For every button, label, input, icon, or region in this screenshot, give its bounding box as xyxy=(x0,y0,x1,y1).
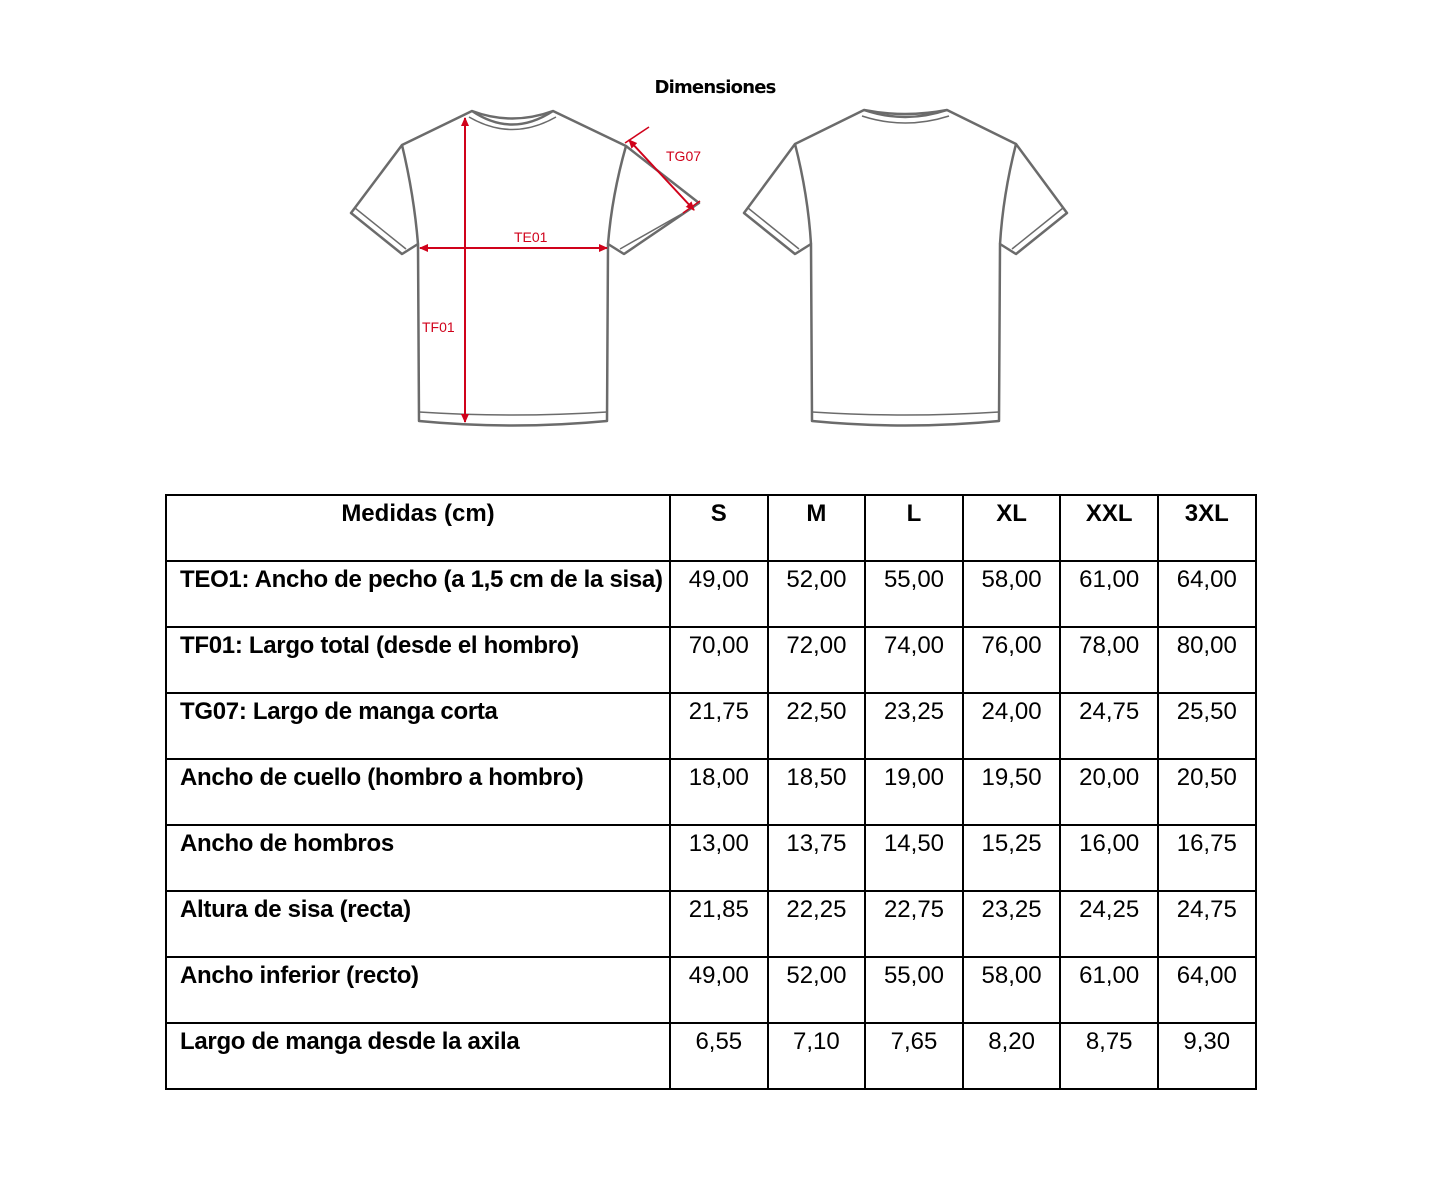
table-cell: 52,00 xyxy=(768,957,866,1023)
table-cell: 64,00 xyxy=(1158,561,1256,627)
page-title: Dimensiones xyxy=(654,77,776,98)
table-cell: 76,00 xyxy=(963,627,1061,693)
table-cell: 22,50 xyxy=(768,693,866,759)
table-cell: 8,20 xyxy=(963,1023,1061,1089)
table-cell: 18,50 xyxy=(768,759,866,825)
table-cell: 49,00 xyxy=(670,957,768,1023)
table-row xyxy=(166,693,1256,759)
table-cell: 7,10 xyxy=(768,1023,866,1089)
header-size: XL xyxy=(963,495,1061,561)
table-cell: 58,00 xyxy=(963,561,1061,627)
table-cell: 16,00 xyxy=(1060,825,1158,891)
header-size: L xyxy=(865,495,963,561)
table-cell: 16,75 xyxy=(1158,825,1256,891)
table-cell: 22,25 xyxy=(768,891,866,957)
row-label: TEO1: Ancho de pecho (a 1,5 cm de la sisa) xyxy=(166,561,670,627)
front-dimension-lines xyxy=(420,118,700,422)
table-cell: 7,65 xyxy=(865,1023,963,1089)
table-cell: 24,75 xyxy=(1158,891,1256,957)
table-cell: 78,00 xyxy=(1060,627,1158,693)
table-cell: 14,50 xyxy=(865,825,963,891)
table-header-row xyxy=(166,495,1256,561)
table-cell: 9,30 xyxy=(1158,1023,1256,1089)
table-cell: 21,85 xyxy=(670,891,768,957)
header-size: S xyxy=(670,495,768,561)
table-cell: 55,00 xyxy=(865,561,963,627)
table-cell: 61,00 xyxy=(1060,957,1158,1023)
table-cell: 74,00 xyxy=(865,627,963,693)
size-chart-table xyxy=(165,494,1257,1090)
table-row xyxy=(166,759,1256,825)
table-cell: 58,00 xyxy=(963,957,1061,1023)
row-label: Altura de sisa (recta) xyxy=(166,891,670,957)
table-cell: 61,00 xyxy=(1060,561,1158,627)
table-cell: 55,00 xyxy=(865,957,963,1023)
sleeve-length-label: TG07 xyxy=(666,148,702,164)
header-size: M xyxy=(768,495,866,561)
table-cell: 80,00 xyxy=(1158,627,1256,693)
chest-width-label: TE01 xyxy=(514,229,548,245)
table-cell: 22,75 xyxy=(865,891,963,957)
table-row xyxy=(166,627,1256,693)
table-cell: 13,75 xyxy=(768,825,866,891)
table-cell: 24,25 xyxy=(1060,891,1158,957)
table-cell: 18,00 xyxy=(670,759,768,825)
table-row xyxy=(166,561,1256,627)
table-cell: 8,75 xyxy=(1060,1023,1158,1089)
tshirt-back xyxy=(744,110,1067,426)
row-label: TF01: Largo total (desde el hombro) xyxy=(166,627,670,693)
table-cell: 23,25 xyxy=(963,891,1061,957)
table-cell: 52,00 xyxy=(768,561,866,627)
table-cell: 20,50 xyxy=(1158,759,1256,825)
table-row xyxy=(166,1023,1256,1089)
table-cell: 19,50 xyxy=(963,759,1061,825)
header-measure-label: Medidas (cm) xyxy=(166,495,670,561)
row-label: Ancho de hombros xyxy=(166,825,670,891)
table-cell: 72,00 xyxy=(768,627,866,693)
table-cell: 23,25 xyxy=(865,693,963,759)
table-cell: 21,75 xyxy=(670,693,768,759)
table-cell: 70,00 xyxy=(670,627,768,693)
row-label: TG07: Largo de manga corta xyxy=(166,693,670,759)
table-row xyxy=(166,825,1256,891)
table-cell: 6,55 xyxy=(670,1023,768,1089)
header-size: 3XL xyxy=(1158,495,1256,561)
total-length-label: TF01 xyxy=(422,319,455,335)
table-row xyxy=(166,891,1256,957)
table-cell: 25,50 xyxy=(1158,693,1256,759)
table-cell: 24,00 xyxy=(963,693,1061,759)
table-cell: 20,00 xyxy=(1060,759,1158,825)
tshirt-diagram xyxy=(0,0,1445,460)
table-cell: 24,75 xyxy=(1060,693,1158,759)
row-label: Ancho inferior (recto) xyxy=(166,957,670,1023)
header-size: XXL xyxy=(1060,495,1158,561)
table-cell: 15,25 xyxy=(963,825,1061,891)
table-cell: 19,00 xyxy=(865,759,963,825)
row-label: Largo de manga desde la axila xyxy=(166,1023,670,1089)
table-cell: 64,00 xyxy=(1158,957,1256,1023)
table-row xyxy=(166,957,1256,1023)
table-cell: 49,00 xyxy=(670,561,768,627)
table-cell: 13,00 xyxy=(670,825,768,891)
row-label: Ancho de cuello (hombro a hombro) xyxy=(166,759,670,825)
